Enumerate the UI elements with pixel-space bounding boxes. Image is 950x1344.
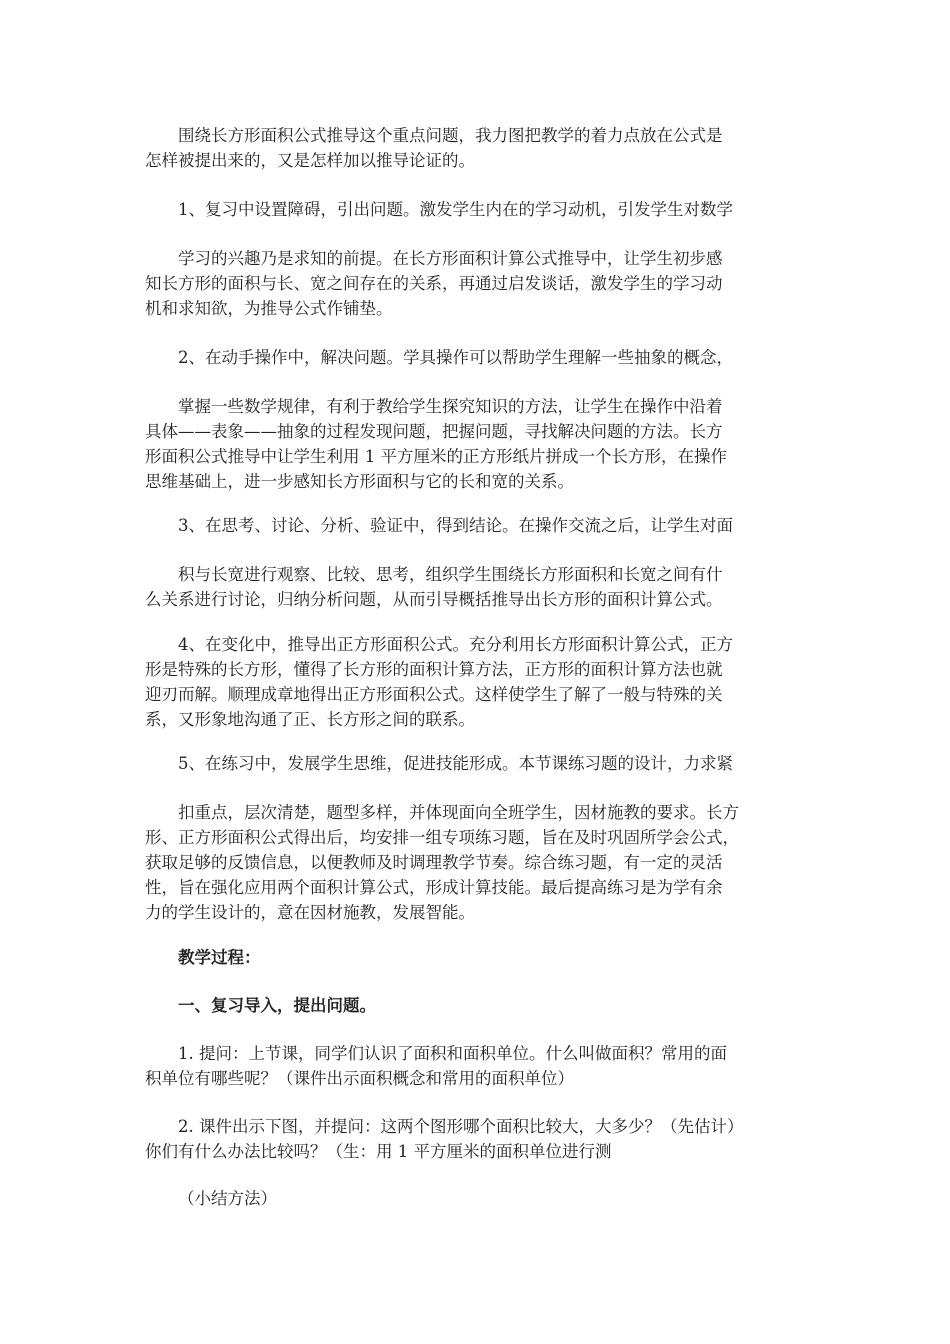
paragraph-point-3-heading [145,513,810,538]
paragraph-point-5-body [145,800,810,925]
section-heading-review [145,993,810,1018]
paragraph-point-2-heading [145,345,810,370]
text-line: 么关系进行讨论，归纳分析问题，从而引导概括推导出长方形的面积计算公式。 [145,590,723,609]
text-line: 获取足够的反馈信息，以便教师及时调理教学节奏。综合练习题，有一定的灵活 [145,853,723,872]
text-line: 你们有什么办法比较吗？（生：用 1 平方厘米的面积单位进行测 [145,1142,612,1161]
paragraph-summary-note [145,1186,810,1211]
text-line: 迎刃而解。顺理成章地得出正方形面积公式。这样使学生了解了一般与特殊的关 [145,685,723,704]
text-line: 形、正方形面积公式得出后，均安排一组专项练习题，旨在及时巩固所学会公式， [145,828,739,847]
text-line: 系，又形象地沟通了正、长方形之间的联系。 [145,710,475,729]
text-line: 掌握一些数学规律，有利于教给学生探究知识的方法，让学生在操作中沿着 [178,397,723,416]
text-line: 机和求知欲，为推导公式作铺垫。 [145,299,393,318]
text-line: （小结方法） [178,1189,277,1208]
paragraph-point-1-body [145,246,810,321]
text-line: 3、在思考、讨论、分析、验证中，得到结论。在操作交流之后，让学生对面 [178,516,733,535]
paragraph-question-1 [145,1041,810,1091]
paragraph-point-1-heading [145,197,810,222]
text-line: 形面积公式推导中让学生利用 1 平方厘米的正方形纸片拼成一个长方形，在操作 [145,447,727,466]
text-line: 2. 课件出示下图，并提问：这两个图形哪个面积比较大，大多少？（先估计） [178,1117,744,1136]
paragraph-point-3-body [145,562,810,612]
text-line: 思维基础上，进一步感知长方形面积与它的长和宽的关系。 [145,472,574,491]
text-line: 积单位有哪些呢？（课件出示面积概念和常用的面积单位） [145,1069,574,1088]
text-line: 围绕长方形面积公式推导这个重点问题，我力图把教学的着力点放在公式是 [178,126,723,145]
text-line: 怎样被提出来的，又是怎样加以推导论证的。 [145,151,475,170]
paragraph-intro [145,123,810,173]
heading-line: 一、复习导入，提出问题。 [178,996,376,1015]
heading-line: 教学过程： [178,948,261,967]
paragraph-point-5-heading [145,751,810,776]
text-line: 学习的兴趣乃是求知的前提。在长方形面积计算公式推导中，让学生初步感 [178,249,723,268]
text-line: 力的学生设计的，意在因材施教，发展智能。 [145,903,475,922]
text-line: 具体——表象——抽象的过程发现问题，把握问题，寻找解决问题的方法。长方 [145,422,723,441]
text-line: 5、在练习中，发展学生思维，促进技能形成。本节课练习题的设计，力求紧 [178,754,733,773]
text-line: 1、复习中设置障碍，引出问题。激发学生内在的学习动机，引发学生对数学 [178,200,733,219]
text-line: 4、在变化中，推导出正方形面积公式。充分利用长方形面积计算公式，正方 [178,635,733,654]
text-line: 性，旨在强化应用两个面积计算公式，形成计算技能。最后提高练习是为学有余 [145,878,723,897]
text-line: 形是特殊的长方形，懂得了长方形的面积计算方法，正方形的面积计算方法也就 [145,660,723,679]
text-line: 扣重点，层次清楚，题型多样，并体现面向全班学生，因材施教的要求。长方 [178,803,739,822]
text-line: 2、在动手操作中，解决问题。学具操作可以帮助学生理解一些抽象的概念， [178,348,733,367]
text-line: 1. 提问：上节课，同学们认识了面积和面积单位。什么叫做面积？常用的面 [178,1044,727,1063]
paragraph-question-2 [145,1114,810,1164]
paragraph-point-4 [145,632,810,732]
text-line: 知长方形的面积与长、宽之间存在的关系，再通过启发谈话，激发学生的学习动 [145,274,723,293]
paragraph-point-2-body [145,394,810,494]
text-line: 积与长宽进行观察、比较、思考，组织学生围绕长方形面积和长宽之间有什 [178,565,723,584]
section-heading-teaching-process [145,945,810,970]
